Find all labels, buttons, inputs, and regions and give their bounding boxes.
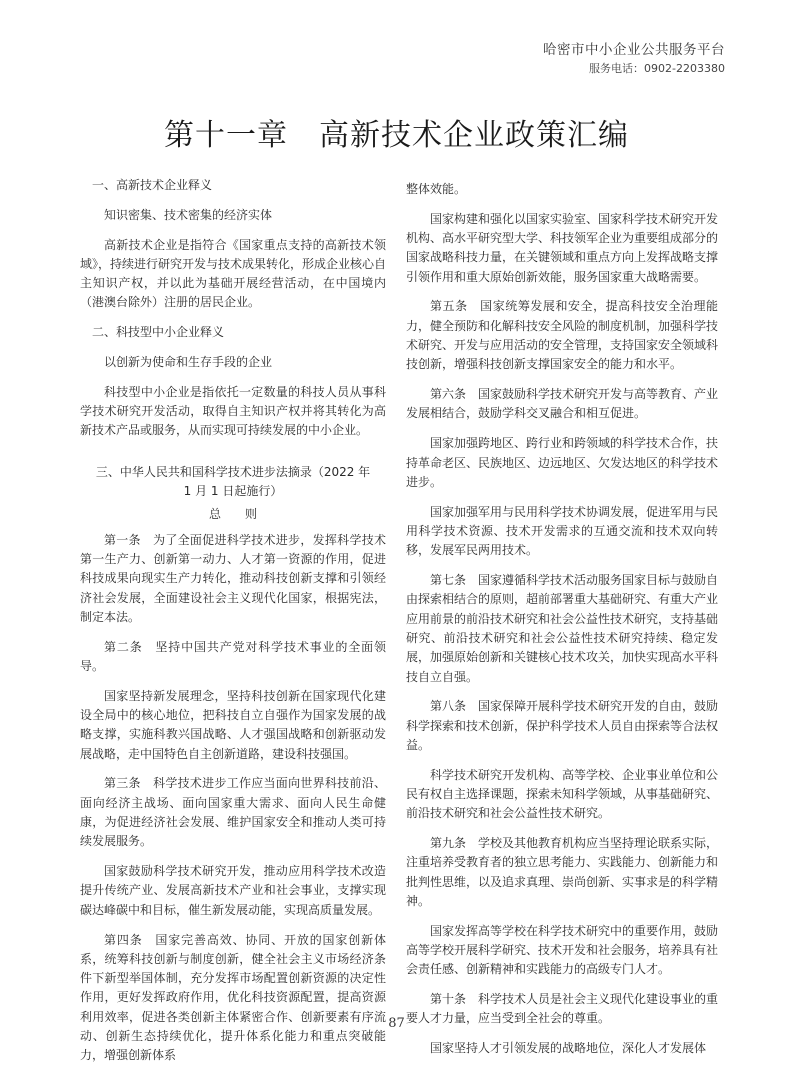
page-number: 87 [388,1016,405,1031]
paragraph: 国家鼓励科学技术研究开发，推动应用科学技术改造提升传统产业、发展高新技术产业和社会事业，支撑实现碳达峰碳中和目标，催生新发展动能，实现高质量发展。 [80,864,386,917]
paragraph: 国家坚持人才引领发展的战略地位，深化人才发展体 [430,1041,707,1056]
section-heading-3: 三、中华人民共和国科学技术进步法摘录（2022 年 1 月 1 日起施行） [95,464,371,499]
paragraph: 国家构建和强化以国家实验室、国家科学技术研究开发机构、高水平研究型大学、科技领军企业为重要组成部分的国家战略科技力量，在关键领域和重点方向上发挥战略支撑引领作用和重大原始创新效能，服务国家重大战略需要。 [406,211,719,284]
article-10: 第十条 科学技术人员是社会主义现代化建设事业的重要人才力量，应当受到全社会的尊重。 [406,992,719,1026]
section-heading-1: 一、高新技术企业释义 [92,178,213,192]
left-column [80,176,386,1066]
platform-name: 哈密市中小企业公共服务平台 [543,42,725,58]
chapter-title: 第十一章 高新技术企业政策汇编 [164,118,629,153]
section-heading-2: 二、科技型中小企业释义 [92,325,225,340]
page-header [543,38,725,76]
paragraph: 科技型中小企业是指依托一定数量的科技人员从事科学技术研究开发活动，取得自主知识产权并将其转化为高新技术产品或服务，从而实现可持续发展的中小企业。 [80,384,386,438]
article-1: 第一条 为了全面促进科学技术进步，发挥科学技术第一生产力、创新第一动力、人才第一资源的作用，促进科技成果向现实生产力转化，推动科技创新支撑和引领经济社会发展，全面建设社会主义现代化国家，根据宪法，制定本法。 [80,532,386,624]
paragraph: 国家发挥高等学校在科学技术研究中的重要作用，鼓励高等学校开展科学研究、技术开发和社会服务，培养具有社会责任感、创新精神和实践能力的高级专门人才。 [406,923,719,977]
article-2: 第二条 坚持中国共产党对科学技术事业的全面领导。 [80,639,386,673]
section-subtitle-1: 知识密集、技术密集的经济实体 [104,207,273,222]
paragraph: 高新技术企业是指符合《国家重点支持的高新技术领域》，持续进行研究开发与技术成果转化，形成企业核心自主知识产权，并以此为基础开展经营活动，在中国境内（港澳台除外）注册的居民企业。 [80,237,387,310]
right-column [406,180,718,1059]
service-phone: 服务电话：0902-2203380 [589,62,725,75]
section-subtitle-2: 以创新为使命和生存手段的企业 [104,355,273,370]
paragraph: 国家加强跨地区、跨行业和跨领域的科学技术合作，扶持革命老区、民族地区、边远地区、欠发达地区的科学技术进步。 [406,436,719,489]
article-9: 第九条 学校及其他教育机构应当坚持理论联系实际，注重培养受教育者的独立思考能力、实践能力、创新能力和批判性思维，以及追求真理、崇尚创新、实事求是的科学精神。 [406,836,719,908]
paragraph-continued: 整体效能。 [406,182,467,196]
article-5: 第五条 国家统筹发展和安全，提高科技安全治理能力，健全预防和化解科技安全风险的制度机制，加强科学技术研究、开发与应用活动的安全管理，支持国家安全领域科技创新，增强科技创新支撑国家安全的能力和水平。 [406,299,719,372]
article-8: 第八条 国家保障开展科学技术研究开发的自由，鼓励科学探索和技术创新，保护科学技术人员自由探索等合法权益。 [406,699,719,752]
article-6: 第六条 国家鼓励科学技术研究开发与高等教育、产业发展相结合，鼓励学科交叉融合和相互促进。 [406,387,719,421]
article-7: 第七条 国家遵循科学技术活动服务国家目标与鼓励自由探索相结合的原则，超前部署重大基础研究、有重大产业应用前景的前沿技术研究和社会公益性技术研究，支持基础研究、前沿技术研究和社会公益性技术研究持续、稳定发展，加强原始创新和关键核心技术攻关，加快实现高水平科技自立自强。 [406,573,719,684]
general-provisions-heading: 总 则 [208,507,257,522]
paragraph: 国家加强军用与民用科学技术协调发展，促进军用与民用科学技术资源、技术开发需求的互通交流和技术双向转移，发展军民两用技术。 [406,504,719,558]
article-3: 第三条 科学技术进步工作应当面向世界科技前沿、面向经济主战场、面向国家重大需求、面向人民生命健康，为促进经济社会发展、维护国家安全和推动人类可持续发展服务。 [80,776,386,849]
paragraph: 国家坚持新发展理念，坚持科技创新在国家现代化建设全局中的核心地位，把科技自立自强作为国家发展的战略支撑，实施科教兴国战略、人才强国战略和创新驱动发展战略，走中国特色自主创新道路，建设科技强国。 [80,688,386,761]
paragraph: 科学技术研究开发机构、高等学校、企业事业单位和公民有权自主选择课题，探索未知科学领域，从事基础研究、前沿技术研究和社会公益性技术研究。 [406,767,719,821]
article-4: 第四条 国家完善高效、协同、开放的国家创新体系，统筹科技创新与制度创新，健全社会主义市场经济条件下新型举国体制，充分发挥市场配置创新资源的决定性作用，更好发挥政府作用，优化科技资源配置，提高资源利用效率，促进各类创新主体紧密合作、创新要素有序流动、创新生态持续优化，提升体系化能力和重点突破能力，增强创新体系 [80,932,386,1063]
